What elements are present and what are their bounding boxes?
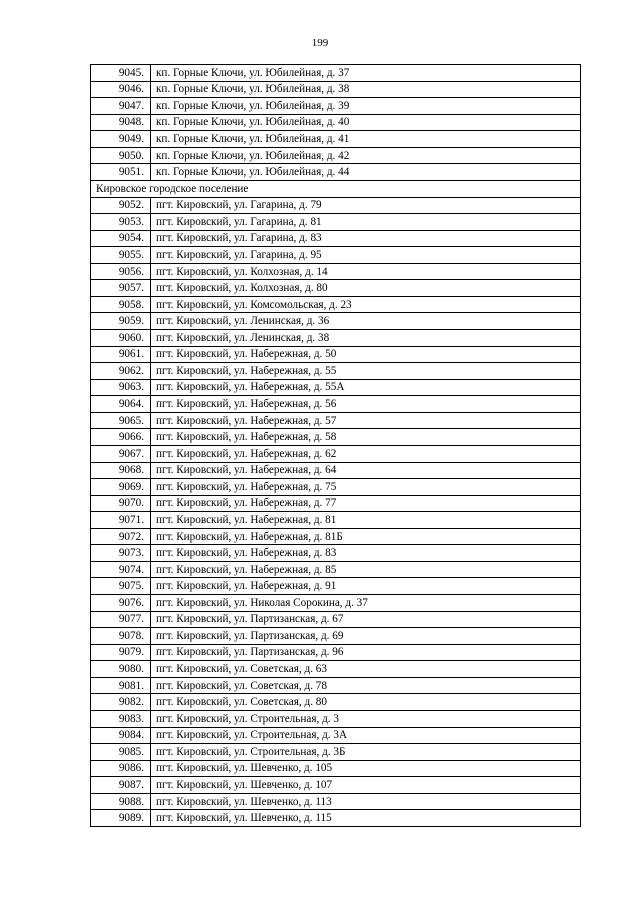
- table-row: [91, 396, 581, 413]
- row-number: 9057.: [91, 280, 151, 297]
- row-address: пгт. Кировский, ул. Набережная, д. 75: [151, 479, 581, 496]
- row-number: 9081.: [91, 677, 151, 694]
- table-row: [91, 677, 581, 694]
- row-address: пгт. Кировский, ул. Шевченко, д. 113: [151, 793, 581, 810]
- row-address: кп. Горные Ключи, ул. Юбилейная, д. 38: [151, 81, 581, 98]
- row-address: кп. Горные Ключи, ул. Юбилейная, д. 40: [151, 114, 581, 131]
- table-row: [91, 412, 581, 429]
- row-number: 9062.: [91, 363, 151, 380]
- row-address: пгт. Кировский, ул. Советская, д. 63: [151, 661, 581, 678]
- row-number: 9046.: [91, 81, 151, 98]
- table-row: [91, 131, 581, 148]
- table-row: [91, 479, 581, 496]
- table-row: [91, 810, 581, 827]
- row-address: пгт. Кировский, ул. Ленинская, д. 38: [151, 330, 581, 347]
- table-row: [91, 280, 581, 297]
- row-address: пгт. Кировский, ул. Строительная, д. 3: [151, 710, 581, 727]
- row-address: кп. Горные Ключи, ул. Юбилейная, д. 42: [151, 147, 581, 164]
- table-row: [91, 595, 581, 612]
- row-number: 9060.: [91, 330, 151, 347]
- row-address: кп. Горные Ключи, ул. Юбилейная, д. 41: [151, 131, 581, 148]
- row-address: пгт. Кировский, ул. Строительная, д. 3Б: [151, 744, 581, 761]
- table-row: [91, 363, 581, 380]
- row-address: пгт. Кировский, ул. Партизанская, д. 96: [151, 644, 581, 661]
- table-row: [91, 545, 581, 562]
- row-address: пгт. Кировский, ул. Советская, д. 78: [151, 677, 581, 694]
- table-row: [91, 611, 581, 628]
- row-number: 9079.: [91, 644, 151, 661]
- table-row: [91, 628, 581, 645]
- table-row: [91, 214, 581, 231]
- row-address: пгт. Кировский, ул. Набережная, д. 57: [151, 412, 581, 429]
- row-number: 9053.: [91, 214, 151, 231]
- table-row: [91, 330, 581, 347]
- row-address: кп. Горные Ключи, ул. Юбилейная, д. 37: [151, 65, 581, 82]
- row-address: пгт. Кировский, ул. Набережная, д. 64: [151, 462, 581, 479]
- table-row: [91, 727, 581, 744]
- row-number: 9050.: [91, 147, 151, 164]
- row-address: пгт. Кировский, ул. Партизанская, д. 69: [151, 628, 581, 645]
- row-address: пгт. Кировский, ул. Партизанская, д. 67: [151, 611, 581, 628]
- row-number: 9047.: [91, 98, 151, 115]
- row-number: 9052.: [91, 197, 151, 214]
- row-address: пгт. Кировский, ул. Набережная, д. 85: [151, 561, 581, 578]
- row-number: 9045.: [91, 65, 151, 82]
- table-row: [91, 65, 581, 82]
- row-address: пгт. Кировский, ул. Ленинская, д. 36: [151, 313, 581, 330]
- row-number: 9069.: [91, 479, 151, 496]
- page-number: 199: [311, 37, 329, 49]
- row-address: пгт. Кировский, ул. Гагарина, д. 83: [151, 230, 581, 247]
- row-number: 9083.: [91, 710, 151, 727]
- row-number: 9080.: [91, 661, 151, 678]
- row-address: пгт. Кировский, ул. Набережная, д. 58: [151, 429, 581, 446]
- table-row: [91, 346, 581, 363]
- row-number: 9089.: [91, 810, 151, 827]
- table-row: [91, 263, 581, 280]
- table-row: [91, 429, 581, 446]
- row-address: пгт. Кировский, ул. Шевченко, д. 105: [151, 760, 581, 777]
- table-row: [91, 147, 581, 164]
- table-row: [91, 561, 581, 578]
- row-address: пгт. Кировский, ул. Колхозная, д. 80: [151, 280, 581, 297]
- row-address: пгт. Кировский, ул. Набережная, д. 50: [151, 346, 581, 363]
- table-row: [91, 744, 581, 761]
- table-row: [91, 379, 581, 396]
- row-number: 9075.: [91, 578, 151, 595]
- table-row: [91, 114, 581, 131]
- row-number: 9067.: [91, 445, 151, 462]
- table-row: [91, 445, 581, 462]
- table-row: [91, 197, 581, 214]
- table-row: [91, 694, 581, 711]
- row-address: пгт. Кировский, ул. Гагарина, д. 79: [151, 197, 581, 214]
- row-number: 9088.: [91, 793, 151, 810]
- table-row: [91, 313, 581, 330]
- row-number: 9070.: [91, 495, 151, 512]
- row-number: 9084.: [91, 727, 151, 744]
- row-address: пгт. Кировский, ул. Комсомольская, д. 23: [151, 296, 581, 313]
- table-row: [91, 164, 581, 181]
- section-title: Кировское городское поселение: [91, 180, 581, 197]
- table-row: [91, 512, 581, 529]
- row-number: 9048.: [91, 114, 151, 131]
- row-number: 9065.: [91, 412, 151, 429]
- row-address: пгт. Кировский, ул. Шевченко, д. 107: [151, 777, 581, 794]
- row-number: 9073.: [91, 545, 151, 562]
- table-body-before-section: [91, 65, 581, 181]
- row-number: 9086.: [91, 760, 151, 777]
- row-address: пгт. Кировский, ул. Набережная, д. 56: [151, 396, 581, 413]
- table-section: [91, 180, 581, 197]
- row-number: 9055.: [91, 247, 151, 264]
- row-address: пгт. Кировский, ул. Набережная, д. 62: [151, 445, 581, 462]
- table-row: [91, 710, 581, 727]
- table-row: [91, 98, 581, 115]
- row-number: 9058.: [91, 296, 151, 313]
- table-row: [91, 81, 581, 98]
- table-row: [91, 760, 581, 777]
- row-number: 9056.: [91, 263, 151, 280]
- row-address: пгт. Кировский, ул. Колхозная, д. 14: [151, 263, 581, 280]
- table-row: [91, 495, 581, 512]
- row-number: 9087.: [91, 777, 151, 794]
- row-address: пгт. Кировский, ул. Строительная, д. 3А: [151, 727, 581, 744]
- row-address: пгт. Кировский, ул. Набережная, д. 91: [151, 578, 581, 595]
- row-address: пгт. Кировский, ул. Гагарина, д. 95: [151, 247, 581, 264]
- row-number: 9059.: [91, 313, 151, 330]
- row-address: кп. Горные Ключи, ул. Юбилейная, д. 44: [151, 164, 581, 181]
- row-number: 9049.: [91, 131, 151, 148]
- row-number: 9066.: [91, 429, 151, 446]
- table-body-after-section: [91, 197, 581, 826]
- row-address: кп. Горные Ключи, ул. Юбилейная, д. 39: [151, 98, 581, 115]
- address-table: [90, 64, 581, 827]
- row-number: 9071.: [91, 512, 151, 529]
- row-number: 9074.: [91, 561, 151, 578]
- row-address: пгт. Кировский, ул. Набережная, д. 55А: [151, 379, 581, 396]
- row-address: пгт. Кировский, ул. Набережная, д. 77: [151, 495, 581, 512]
- table-row: [91, 777, 581, 794]
- table-row: [91, 230, 581, 247]
- row-number: 9051.: [91, 164, 151, 181]
- row-address: пгт. Кировский, ул. Гагарина, д. 81: [151, 214, 581, 231]
- row-number: 9077.: [91, 611, 151, 628]
- table-row: [91, 462, 581, 479]
- row-number: 9064.: [91, 396, 151, 413]
- row-number: 9072.: [91, 528, 151, 545]
- row-number: 9078.: [91, 628, 151, 645]
- row-address: пгт. Кировский, ул. Набережная, д. 81Б: [151, 528, 581, 545]
- row-number: 9076.: [91, 595, 151, 612]
- table-row: [91, 793, 581, 810]
- table-row: [91, 247, 581, 264]
- row-address: пгт. Кировский, ул. Николая Сорокина, д. 37: [151, 595, 581, 612]
- row-number: 9082.: [91, 694, 151, 711]
- table-row: [91, 578, 581, 595]
- row-number: 9061.: [91, 346, 151, 363]
- section-header-row: [91, 180, 581, 197]
- row-number: 9054.: [91, 230, 151, 247]
- row-number: 9085.: [91, 744, 151, 761]
- table-row: [91, 644, 581, 661]
- table-row: [91, 661, 581, 678]
- row-address: пгт. Кировский, ул. Шевченко, д. 115: [151, 810, 581, 827]
- row-address: пгт. Кировский, ул. Набережная, д. 55: [151, 363, 581, 380]
- row-address: пгт. Кировский, ул. Набережная, д. 81: [151, 512, 581, 529]
- row-address: пгт. Кировский, ул. Советская, д. 80: [151, 694, 581, 711]
- table-row: [91, 528, 581, 545]
- row-number: 9068.: [91, 462, 151, 479]
- row-address: пгт. Кировский, ул. Набережная, д. 83: [151, 545, 581, 562]
- table-row: [91, 296, 581, 313]
- row-number: 9063.: [91, 379, 151, 396]
